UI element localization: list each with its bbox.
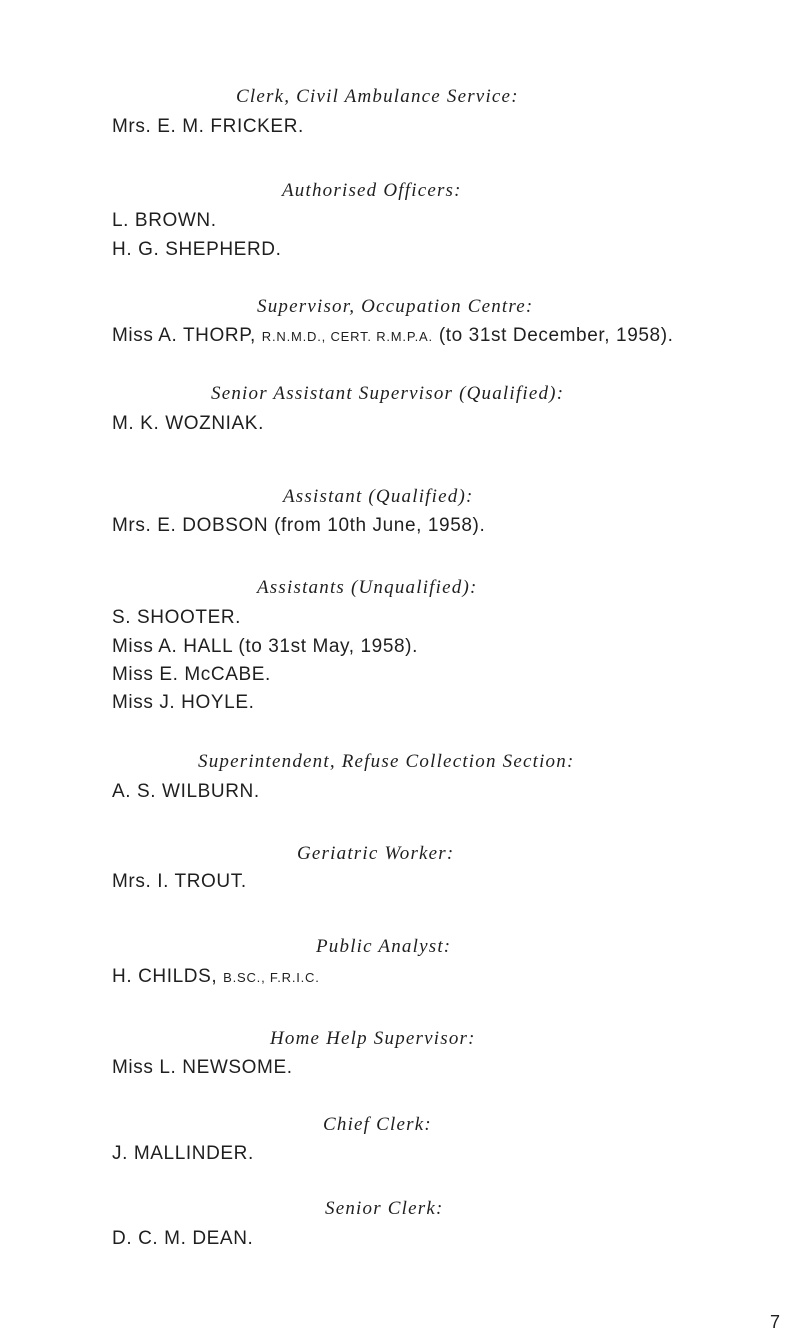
- section-heading-geriatric-worker: Geriatric Worker:: [297, 843, 455, 864]
- section-heading-senior-clerk: Senior Clerk:: [325, 1198, 444, 1219]
- section-heading-home-help-supervisor: Home Help Supervisor:: [270, 1028, 476, 1049]
- section-heading-public-analyst: Public Analyst:: [316, 936, 452, 957]
- name-hoyle: Miss J. HOYLE.: [112, 692, 255, 713]
- section-heading-assistant-qualified: Assistant (Qualified):: [283, 486, 474, 507]
- name-thorp: [112, 325, 674, 347]
- name-childs-qualifications: B.SC., F.R.I.C.: [223, 970, 320, 985]
- name-newsome: Miss L. NEWSOME.: [112, 1057, 293, 1078]
- section-heading-supervisor-occupation-centre: Supervisor, Occupation Centre:: [257, 296, 534, 317]
- name-dean: D. C. M. DEAN.: [112, 1228, 254, 1249]
- name-childs: [112, 966, 320, 988]
- name-wozniak: M. K. WOZNIAK.: [112, 413, 264, 434]
- name-thorp-note: (to 31st December, 1958).: [438, 325, 674, 346]
- name-trout: Mrs. I. TROUT.: [112, 871, 247, 892]
- name-childs-main: H. CHILDS,: [112, 966, 218, 987]
- section-heading-superintendent-refuse: Superintendent, Refuse Collection Section:: [198, 751, 575, 772]
- name-shepherd: H. G. SHEPHERD.: [112, 239, 282, 260]
- name-wilburn: A. S. WILBURN.: [112, 781, 260, 802]
- name-mallinder: J. MALLINDER.: [112, 1143, 254, 1164]
- section-heading-clerk-civil-ambulance: Clerk, Civil Ambulance Service:: [236, 86, 519, 107]
- section-heading-assistants-unqualified: Assistants (Unqualified):: [257, 577, 478, 598]
- name-thorp-qualifications: R.N.M.D., CERT. R.M.P.A.: [261, 329, 433, 344]
- name-dobson: Mrs. E. DOBSON (from 10th June, 1958).: [112, 515, 486, 536]
- section-heading-authorised-officers: Authorised Officers:: [282, 180, 462, 201]
- section-heading-senior-assistant-supervisor: Senior Assistant Supervisor (Qualified):: [211, 383, 565, 404]
- name-mccabe: Miss E. McCABE.: [112, 664, 271, 685]
- page-number: 7: [770, 1312, 781, 1332]
- name-hall: Miss A. HALL (to 31st May, 1958).: [112, 636, 418, 657]
- section-heading-chief-clerk: Chief Clerk:: [323, 1114, 432, 1135]
- name-shooter: S. SHOOTER.: [112, 607, 242, 628]
- name-thorp-main: Miss A. THORP,: [112, 325, 256, 346]
- name-brown: L. BROWN.: [112, 210, 217, 231]
- name-fricker: Mrs. E. M. FRICKER.: [112, 116, 304, 137]
